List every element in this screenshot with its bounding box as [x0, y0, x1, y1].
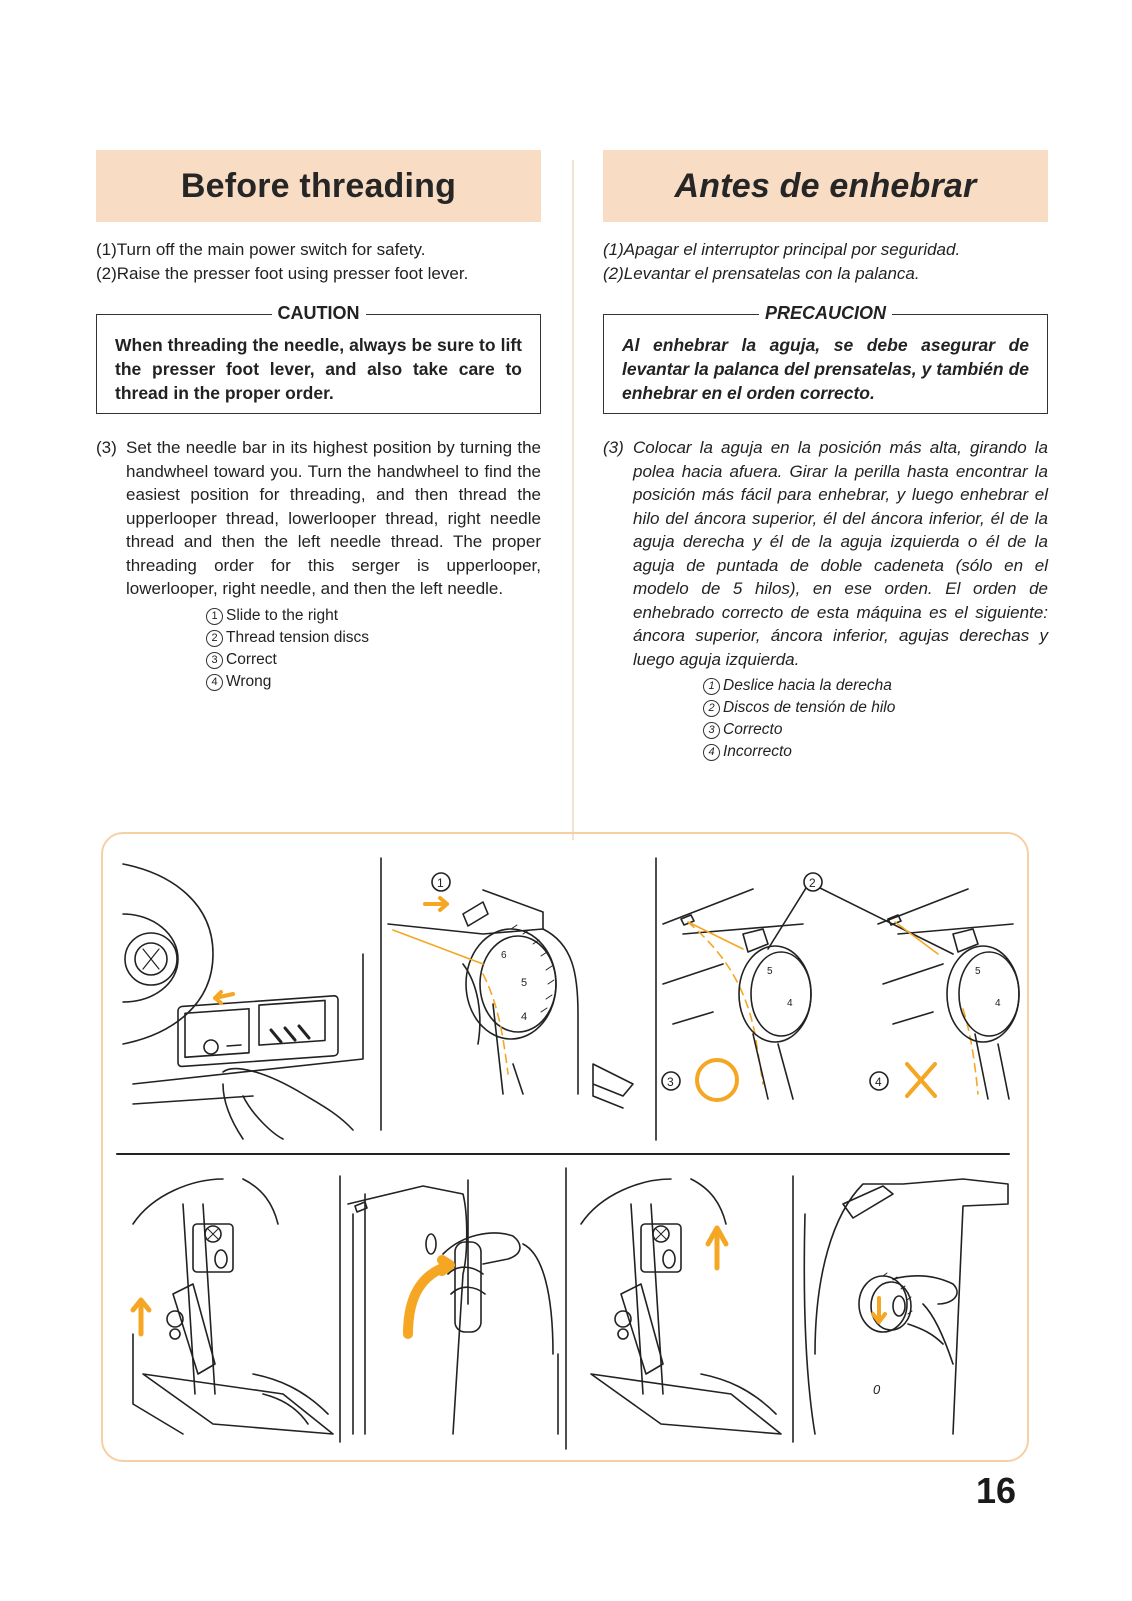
panel-thread-compare	[103, 834, 1019, 1100]
spanish-step-3	[603, 436, 1048, 671]
svg-text:4: 4	[875, 1075, 882, 1089]
spanish-title-bar	[603, 150, 1048, 222]
spanish-steps	[603, 238, 1048, 286]
column-divider	[572, 160, 574, 840]
english-step-1: (1)Turn off the main power switch for safety.	[96, 240, 426, 259]
legend-item: 3 Correcto	[703, 719, 1048, 741]
svg-text:1: 1	[437, 876, 444, 890]
spanish-step-3-number: (3)	[603, 438, 624, 457]
svg-text:2: 2	[809, 876, 816, 890]
spanish-step-1: (1)Apagar el interruptor principal por seguridad.	[603, 240, 961, 259]
needle-up-arrow-icon	[708, 1228, 726, 1268]
svg-text:6: 6	[501, 950, 507, 961]
svg-text:4: 4	[521, 1011, 528, 1023]
english-caution-title: CAUTION	[272, 303, 366, 323]
panel-needle-bar	[581, 1179, 781, 1434]
illustration-frame	[101, 832, 1029, 1462]
legend-item: 4 Incorrecto	[703, 741, 1048, 763]
legend-item: 2 Discos de tensión de hilo	[703, 697, 1048, 719]
english-legend	[206, 605, 541, 693]
raise-arrow-icon	[133, 1300, 149, 1334]
spanish-title: Antes de enhebrar	[674, 166, 977, 205]
spanish-caution-box	[603, 303, 1048, 414]
slide-arrow-icon	[215, 992, 233, 1003]
spanish-caution-text: Al enhebrar la aguja, se debe asegurar de levantar la palanca del prensatelas, y también de enhebrar en el orden correcto.	[622, 335, 1029, 403]
english-step-3-number: (3)	[96, 438, 117, 457]
panel-tension-dial	[388, 873, 633, 1108]
correct-symbol-icon	[697, 1060, 737, 1100]
english-column	[96, 150, 541, 693]
legend-item: 1 Deslice hacia la derecha	[703, 675, 1048, 697]
english-title-bar	[96, 150, 541, 222]
svg-text:4: 4	[787, 998, 793, 1009]
threading-illustrations	[103, 834, 1027, 1460]
spanish-step-2: (2)Levantar el prensatelas con la palanca.	[603, 264, 920, 283]
spanish-legend	[703, 675, 1048, 763]
lever-arrow-icon	[408, 1260, 450, 1334]
english-step-3	[96, 436, 541, 601]
english-step-2: (2)Raise the presser foot using presser foot lever.	[96, 264, 469, 283]
english-steps	[96, 238, 541, 286]
svg-text:4: 4	[995, 998, 1001, 1009]
english-step-3-text: Set the needle bar in its highest position by turning the handwheel toward you. Turn the handwheel to find the easiest position for threading, and then thread the upperlooper thread, lowerlooper thread, right needle thread and then the left needle thread. The proper threading order for this serger is upperlooper, lowerlooper, right needle, and then the left needle.	[126, 438, 541, 598]
english-caution-text: When threading the needle, always be sure to lift the presser foot lever, and also take care to thread in the proper order.	[115, 335, 522, 403]
panel-handwheel	[804, 1179, 1008, 1434]
panel-lever	[348, 1180, 558, 1434]
panel-presser-foot	[133, 1179, 333, 1434]
page-number: 16	[976, 1470, 1017, 1511]
svg-text:5: 5	[521, 977, 528, 989]
panel-power-switch	[123, 864, 363, 1139]
legend-item: 2 Thread tension discs	[206, 627, 541, 649]
wheel-turn-arrow-icon	[873, 1298, 885, 1322]
english-title: Before threading	[180, 166, 457, 205]
legend-item: 4 Wrong	[206, 671, 541, 693]
spanish-caution-title: PRECAUCION	[759, 303, 892, 323]
spanish-column	[603, 150, 1048, 763]
svg-text:5: 5	[975, 966, 981, 977]
wrong-symbol-icon	[907, 1064, 935, 1096]
slide-right-arrow-icon	[425, 898, 447, 910]
svg-text:3: 3	[667, 1075, 674, 1089]
english-caution-box	[96, 303, 541, 414]
svg-text:0: 0	[873, 1382, 881, 1397]
spanish-step-3-text: Colocar la aguja en la posición más alta, girando la polea hacia afuera. Girar la perilla hasta encontrar la posición más fácil para enhebrar, y luego enhebrar el hilo del áncora superior, él del áncora inferior, él de la aguja derecha y él de la aguja izquierda o él de la aguja de puntada de doble cadeneta (sólo en el modelo de 5 hilos), en ese orden. El orden de enhebrado correcto de esta máquina es el siguiente: áncora superior, áncora inferior, agujas derechas y luego aguja izquierda.	[633, 438, 1048, 669]
legend-item: 3 Correct	[206, 649, 541, 671]
legend-item: 1 Slide to the right	[206, 605, 541, 627]
svg-text:5: 5	[767, 966, 773, 977]
